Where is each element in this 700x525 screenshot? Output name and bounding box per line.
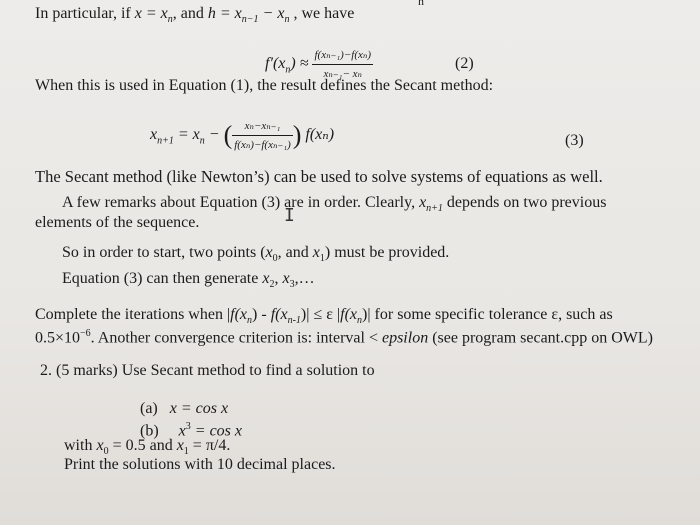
paragraph-systems: The Secant method (like Newton’s) can be used to solve systems of equations as well. bbox=[35, 167, 603, 186]
paragraph-remarks: A few remarks about Equation (3) are in order. Clearly, $x_{n+1}$ depends on two previous bbox=[62, 194, 607, 215]
secant-intro: When this is used in Equation (1), the result defines the Secant method: bbox=[35, 77, 494, 94]
equation-3: $x_{n+1} = x_n$ − ( $\frac{\text{xₙ−xₙ₋₁}}{\text{f(xₙ)−f(xₙ₋₁)}}$ ) f(xₙ) bbox=[150, 117, 334, 154]
equation-2-number: (2) bbox=[455, 55, 474, 72]
initial-values-line: with $x_0 = 0.5$ and $x_1 = \pi/4$. bbox=[64, 437, 231, 458]
paragraph-tolerance: Complete the iterations when $|f(x_n) - f(x_{n-1})| \le \varepsilon$ $|f(x_n)|$ for some specific tolerance ε, such as bbox=[35, 306, 613, 327]
paragraph-start-points: So in order to start, two points ($x_0$, and $x_1$) must be provided. bbox=[62, 244, 450, 265]
cropped-mark: n bbox=[418, 0, 424, 8]
paragraph-generate: Equation (3) can then generate $x_2$, $x_3,\dots$ bbox=[62, 270, 315, 291]
print-instruction: Print the solutions with 10 decimal places. bbox=[64, 456, 336, 473]
equation-3-number: (3) bbox=[565, 132, 584, 149]
eq2-fraction: $\frac{\text{f(xₙ₋₁)−f(xₙ)}}{\text{xₙ₋₁− xₙ}}$ bbox=[312, 46, 373, 83]
equation-2: $f'(x_n)$ ≈ $\frac{\text{f(xₙ₋₁)−f(xₙ)}}{\text{xₙ₋₁− xₙ}}$ bbox=[265, 46, 373, 83]
paragraph-remarks-cont: elements of the sequence. bbox=[35, 214, 200, 231]
item-a: (a) x = cos x bbox=[140, 400, 229, 417]
eq3-fraction: $\frac{\text{xₙ−xₙ₋₁}}{\text{f(xₙ)−f(xₙ₋₁)}}$ bbox=[232, 117, 293, 154]
item-b: (b) $x^3 = \cos x$ bbox=[140, 421, 242, 440]
intro-line: In particular, if $x = x_n$, and $h = x_{n-1} - x_n$ , we have bbox=[35, 5, 355, 26]
paragraph-tolerance-cont: $0.5\times 10^{-6}$. Another convergence criterion is: interval < epsilon (see program secant.cpp on OWL) bbox=[35, 328, 653, 347]
task-heading: 2. (5 marks) Use Secant method to find a solution to bbox=[40, 362, 375, 379]
text-cursor-icon: I bbox=[284, 205, 295, 226]
